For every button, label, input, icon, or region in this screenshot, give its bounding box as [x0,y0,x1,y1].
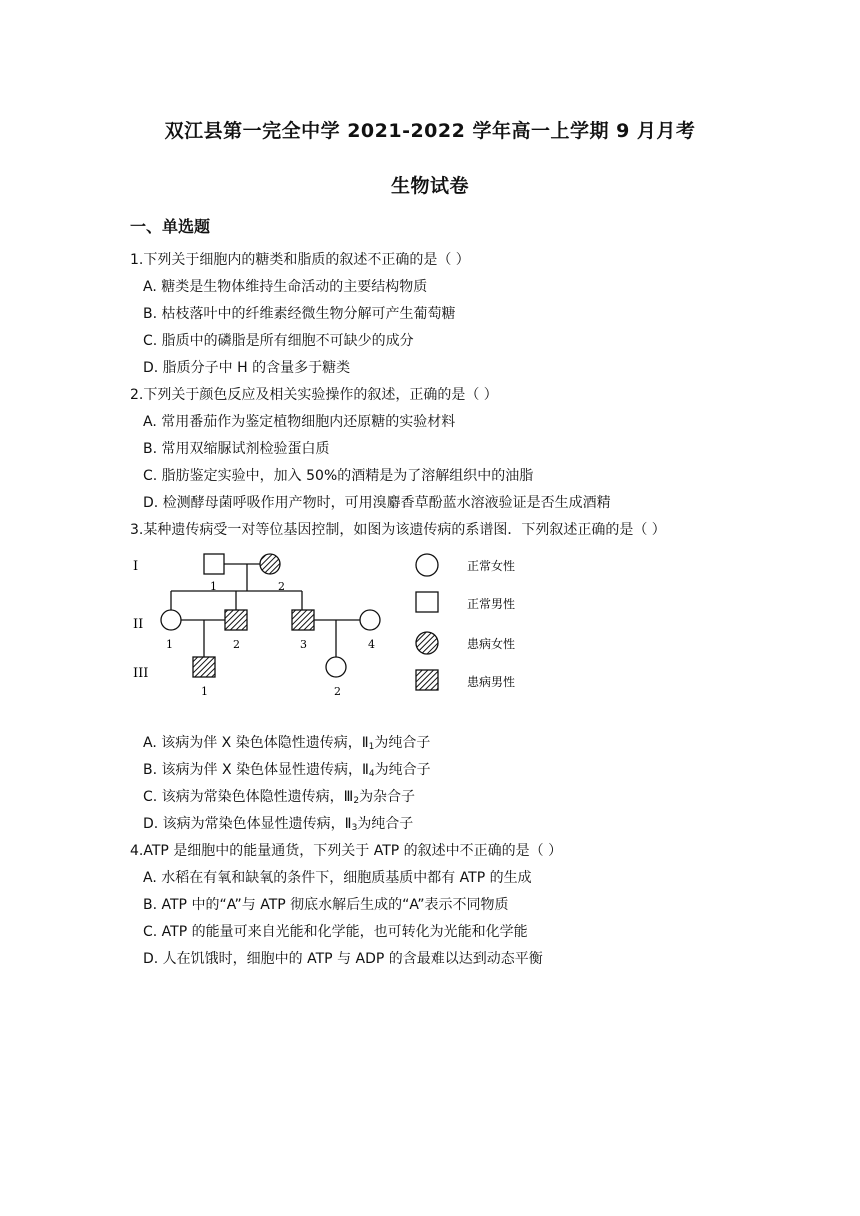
exam-title: 双江县第一完全中学 2021-2022 学年高一上学期 9 月月考 [164,120,696,142]
question-1-option-d: D. 脂质分子中 H 的含量多于糖类 [143,360,351,376]
question-4-option-d: D. 人在饥饿时，细胞中的 ATP 与 ADP 的含最难以达到动态平衡 [143,951,543,967]
ii3-number: 3 [300,638,307,651]
legend-affected-male-label: 患病男性 [467,675,516,689]
legend-normal-female-symbol [416,554,438,576]
i2-affected-female [260,554,280,574]
question-1-stem: 1.下列关于细胞内的糖类和脂质的叙述不正确的是（ ） [130,252,470,268]
ii1-number: 1 [166,638,173,651]
ii4-normal-female [360,610,380,630]
question-2-option-a: A. 常用番茄作为鉴定植物细胞内还原糖的实验材料 [143,414,456,430]
ii2-affected-male [225,610,247,630]
exam-subtitle: 生物试卷 [390,175,469,197]
legend-affected-female-label: 患病女性 [467,637,516,651]
legend-affected-female-symbol [416,632,438,654]
pedigree-lines [171,564,360,657]
question-1-option-c: C. 脂质中的磷脂是所有细胞不可缺少的成分 [143,333,414,349]
iii1-affected-male [193,657,215,677]
iii1-number: 1 [201,685,208,698]
question-3-option-b: B. 该病为伴 X 染色体显性遗传病，$Ⅱ_4$为纯合子 [143,762,431,779]
question-3-option-c: C. 该病为常染色体隐性遗传病，$Ⅲ_2$为杂合子 [143,789,416,806]
legend-normal-female-label: 正常女性 [467,559,516,573]
question-4-option-a: A. 水稻在有氧和缺氧的条件下，细胞质基质中都有 ATP 的生成 [143,870,532,886]
question-2-option-c: C. 脂肪鉴定实验中，加入 50%的酒精是为了溶解组织中的油脂 [143,468,534,484]
question-1-option-a: A. 糖类是生物体维持生命活动的主要结构物质 [143,279,428,295]
question-2-option-d: D. 检测酵母菌呼吸作用产物时，可用溴麝香草酚蓝水溶液验证是否生成酒精 [143,495,611,511]
gen-label-i: I [133,559,139,574]
question-2-stem: 2.下列关于颜色反应及相关实验操作的叙述，正确的是（ ） [130,387,498,403]
ii4-number: 4 [368,638,375,651]
legend-normal-male-label: 正常男性 [467,597,516,611]
i1-number: 1 [210,580,217,593]
question-4-option-b: B. ATP 中的“A”与 ATP 彻底水解后生成的“A”表示不同物质 [143,897,509,913]
question-3-option-d: D. 该病为常染色体显性遗传病，$Ⅱ_3$为纯合子 [143,816,414,833]
question-1-option-b: B. 枯枝落叶中的纤维素经微生物分解可产生葡萄糖 [143,306,456,322]
ii3-affected-male [292,610,314,630]
ii1-normal-female [161,610,181,630]
iii2-normal-female [326,657,346,677]
question-3-stem: 3.某种遗传病受一对等位基因控制，如图为该遗传病的系谱图．下列叙述正确的是（ ） [130,522,666,538]
gen-label-ii: II [133,617,144,632]
iii2-number: 2 [334,685,341,698]
question-4-stem: 4.ATP 是细胞中的能量通货，下列关于 ATP 的叙述中不正确的是（ ） [130,843,563,859]
legend-normal-male-symbol [416,592,438,612]
i1-normal-male [204,554,224,574]
section-heading: 一、单选题 [130,217,211,236]
gen-label-iii: III [133,666,149,681]
question-4-option-c: C. ATP 的能量可来自光能和化学能，也可转化为光能和化学能 [143,924,528,940]
question-2-option-b: B. 常用双缩脲试剂检验蛋白质 [143,441,330,457]
pedigree-chart [128,545,548,710]
legend-affected-male-symbol [416,670,438,690]
ii2-number: 2 [233,638,240,651]
question-3-option-a: A. 该病为伴 X 染色体隐性遗传病，$Ⅱ_1$为纯合子 [143,735,431,752]
i2-number: 2 [278,580,285,593]
